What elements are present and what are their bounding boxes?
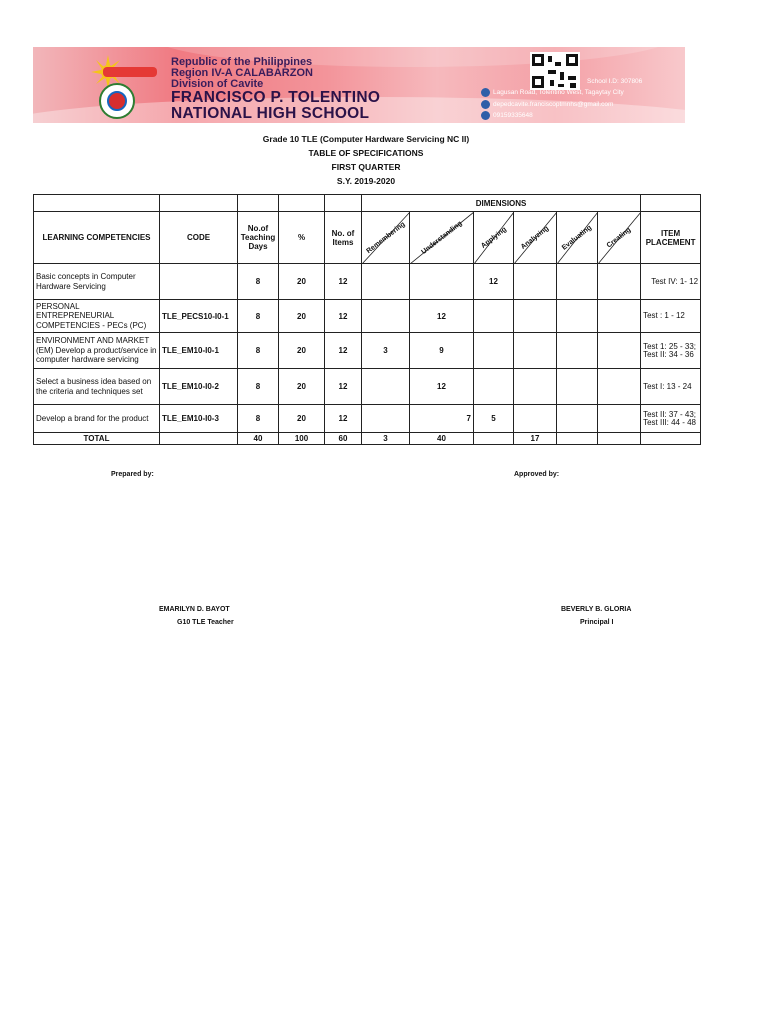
items-cell: 12 bbox=[325, 369, 362, 405]
table-row bbox=[34, 300, 701, 333]
preparer-name: EMARILYN D. BAYOT bbox=[159, 606, 230, 613]
placement-cell: Test IV: 1- 12 bbox=[641, 264, 701, 300]
approver-title: Principal I bbox=[580, 619, 614, 626]
subject-title: Grade 10 TLE (Computer Hardware Servicing NC II) bbox=[262, 134, 470, 144]
applying-cell bbox=[474, 369, 514, 405]
days-cell: 8 bbox=[238, 369, 279, 405]
applying-cell bbox=[474, 300, 514, 333]
total-percent: 100 bbox=[279, 433, 325, 445]
creating-cell bbox=[598, 333, 641, 369]
creating-cell bbox=[598, 300, 641, 333]
approved-by-label: Approved by: bbox=[514, 471, 560, 478]
school-name-block bbox=[171, 57, 380, 121]
percent-cell: 20 bbox=[279, 333, 325, 369]
placement-cell: Test I: 13 - 24 bbox=[641, 369, 701, 405]
table-row bbox=[34, 405, 701, 433]
total-understanding: 40 bbox=[410, 433, 474, 445]
header-competencies: LEARNING COMPETENCIES bbox=[34, 212, 160, 264]
analyzing-cell bbox=[514, 333, 557, 369]
email-text: depedcavite.franciscoptmnhs@gmail.com bbox=[493, 101, 614, 108]
understanding-cell bbox=[410, 264, 474, 300]
dimensions-label: DIMENSIONS bbox=[362, 195, 641, 212]
evaluating-cell bbox=[557, 333, 598, 369]
region-line: Region IV-A CALABARZON bbox=[171, 67, 313, 79]
understanding-cell: 12 bbox=[410, 300, 474, 333]
total-items: 60 bbox=[325, 433, 362, 445]
header-creating: Creating bbox=[598, 212, 641, 264]
header-remembering: Remembering bbox=[362, 212, 410, 264]
code-cell bbox=[160, 264, 238, 300]
competency-cell: Develop a brand for the product bbox=[34, 405, 160, 433]
competency-cell: PERSONAL ENTREPRENEURIAL COMPETENCIES - PECs (PC) bbox=[34, 300, 160, 333]
analyzing-cell bbox=[514, 369, 557, 405]
competency-cell: Basic concepts in Computer Hardware Servicing bbox=[34, 264, 160, 300]
email-icon bbox=[481, 100, 490, 109]
header-days: No.of Teaching Days bbox=[238, 212, 279, 264]
placement-cell: Test II: 37 - 43; Test III: 44 - 48 bbox=[641, 405, 701, 433]
creating-cell bbox=[598, 405, 641, 433]
applying-cell bbox=[474, 333, 514, 369]
approver-name: BEVERLY B. GLORIA bbox=[561, 606, 632, 613]
items-cell: 12 bbox=[325, 333, 362, 369]
document-title: TABLE OF SPECIFICATIONS bbox=[308, 148, 424, 158]
header-percent: % bbox=[279, 212, 325, 264]
qr-code-icon bbox=[530, 52, 580, 90]
understanding-cell: 7 bbox=[410, 405, 474, 433]
total-row bbox=[34, 433, 701, 445]
table-row bbox=[34, 264, 701, 300]
address-row bbox=[481, 88, 624, 97]
days-cell: 8 bbox=[238, 264, 279, 300]
total-remembering: 3 bbox=[362, 433, 410, 445]
school-year-title: S.Y. 2019-2020 bbox=[336, 176, 396, 186]
total-label: TOTAL bbox=[34, 433, 160, 445]
header-evaluating: Evaluating bbox=[557, 212, 598, 264]
school-name-line1: FRANCISCO P. TOLENTINO bbox=[171, 89, 381, 106]
analyzing-cell bbox=[514, 264, 557, 300]
creating-cell bbox=[598, 369, 641, 405]
header-code: CODE bbox=[160, 212, 238, 264]
code-cell: TLE_EM10-I0-1 bbox=[160, 333, 238, 369]
days-cell: 8 bbox=[238, 300, 279, 333]
percent-cell: 20 bbox=[279, 405, 325, 433]
phone-row bbox=[481, 111, 533, 120]
school-seal-logo bbox=[99, 83, 135, 119]
header-items: No. of Items bbox=[325, 212, 362, 264]
applying-cell: 5 bbox=[474, 405, 514, 433]
school-id-text: School I.D: 307806 bbox=[587, 78, 643, 85]
evaluating-cell bbox=[557, 405, 598, 433]
analyzing-cell bbox=[514, 300, 557, 333]
school-header-banner bbox=[33, 47, 685, 123]
remembering-cell: 3 bbox=[362, 333, 410, 369]
code-cell: TLE_EM10-I0-3 bbox=[160, 405, 238, 433]
dimensions-header-row bbox=[34, 195, 701, 212]
header-placement: ITEM PLACEMENT bbox=[641, 212, 701, 264]
header-understanding: Understanding bbox=[410, 212, 474, 264]
evaluating-cell bbox=[557, 369, 598, 405]
days-cell: 8 bbox=[238, 333, 279, 369]
evaluating-cell bbox=[557, 264, 598, 300]
remembering-cell bbox=[362, 405, 410, 433]
table-row bbox=[34, 369, 701, 405]
column-header-row bbox=[34, 212, 701, 264]
days-cell: 8 bbox=[238, 405, 279, 433]
understanding-cell: 9 bbox=[410, 333, 474, 369]
total-applying: 17 bbox=[514, 433, 557, 445]
school-name-line2: NATIONAL HIGH SCHOOL bbox=[171, 104, 370, 122]
creating-cell bbox=[598, 264, 641, 300]
table-of-specifications bbox=[33, 194, 701, 445]
email-row bbox=[481, 100, 613, 109]
remembering-cell bbox=[362, 369, 410, 405]
evaluating-cell bbox=[557, 300, 598, 333]
document-titles bbox=[200, 132, 532, 188]
items-cell: 12 bbox=[325, 405, 362, 433]
remembering-cell bbox=[362, 264, 410, 300]
remembering-cell bbox=[362, 300, 410, 333]
prepared-by-label: Prepared by: bbox=[111, 471, 154, 478]
address-text: Lagusan Road, Tolentino West, Tagaytay City bbox=[493, 89, 624, 96]
percent-cell: 20 bbox=[279, 264, 325, 300]
percent-cell: 20 bbox=[279, 300, 325, 333]
applying-cell: 12 bbox=[474, 264, 514, 300]
phone-icon bbox=[481, 111, 490, 120]
header-applying: Applying bbox=[474, 212, 514, 264]
analyzing-cell bbox=[514, 405, 557, 433]
competency-cell: ENVIRONMENT AND MARKET (EM) Develop a product/service in computer hardware servicing bbox=[34, 333, 160, 369]
items-cell: 12 bbox=[325, 264, 362, 300]
location-icon bbox=[481, 88, 490, 97]
code-cell: TLE_PECS10-I0-1 bbox=[160, 300, 238, 333]
header-analyzing: Analyzing bbox=[514, 212, 557, 264]
percent-cell: 20 bbox=[279, 369, 325, 405]
understanding-cell: 12 bbox=[410, 369, 474, 405]
republic-line: Republic of the Philippines bbox=[171, 56, 313, 68]
preparer-title: G10 TLE Teacher bbox=[177, 619, 234, 626]
deped-logo bbox=[103, 67, 157, 77]
placement-cell: Test 1: 25 - 33; Test II: 34 - 36 bbox=[641, 333, 701, 369]
competency-cell: Select a business idea based on the criteria and techniques set bbox=[34, 369, 160, 405]
quarter-title: FIRST QUARTER bbox=[331, 162, 401, 172]
total-days: 40 bbox=[238, 433, 279, 445]
placement-cell: Test : 1 - 12 bbox=[641, 300, 701, 333]
phone-text: 09159335648 bbox=[493, 112, 533, 119]
items-cell: 12 bbox=[325, 300, 362, 333]
table-row bbox=[34, 333, 701, 369]
division-line: Division of Cavite bbox=[171, 78, 264, 90]
code-cell: TLE_EM10-I0-2 bbox=[160, 369, 238, 405]
